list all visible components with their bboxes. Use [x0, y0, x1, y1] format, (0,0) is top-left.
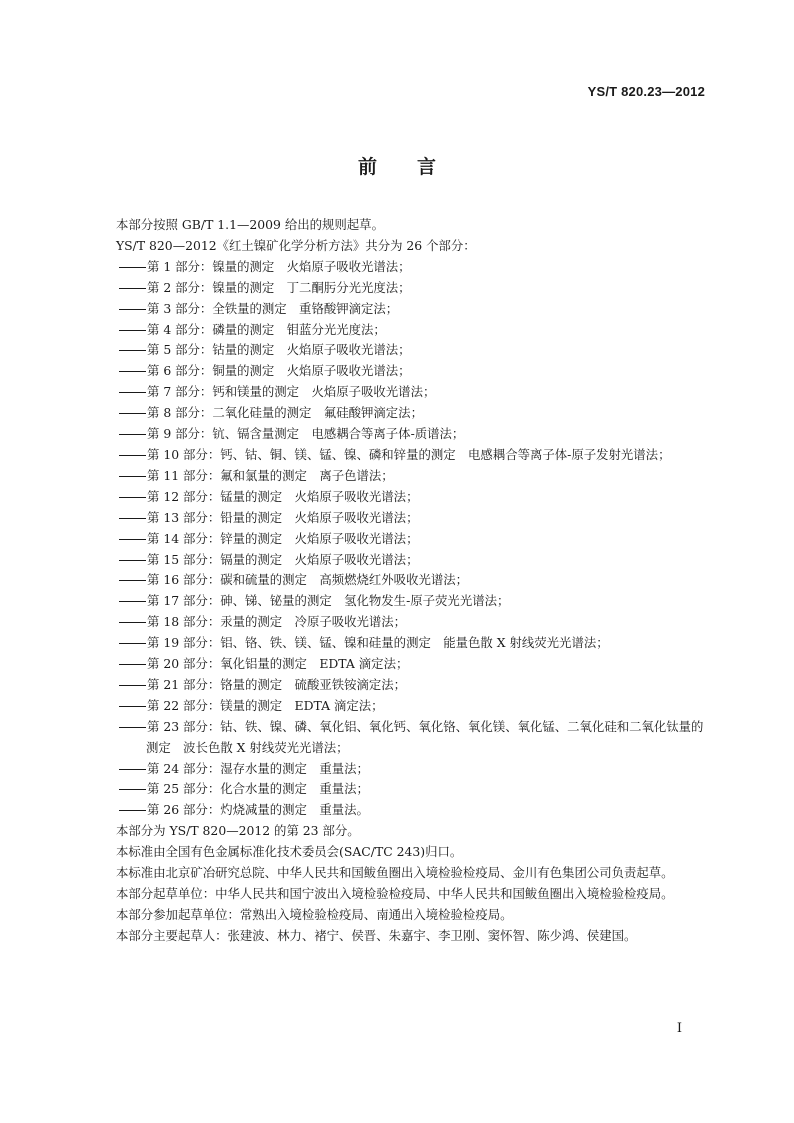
em-dash-mark: [119, 330, 146, 331]
part-list-item: 第 26 部分：灼烧减量的测定 重量法。: [90, 800, 706, 821]
standard-code: YS/T 820.23—2012: [587, 84, 705, 99]
part-list-item: 第 20 部分：氧化铝量的测定 EDTA 滴定法；: [90, 654, 706, 675]
part-list-item: 第 17 部分：砷、锑、铋量的测定 氢化物发生-原子荧光光谱法；: [90, 591, 706, 612]
drafting-organizations-standard: 本标准由北京矿冶研究总院、中华人民共和国鲅鱼圈出入境检验检疫局、金川有色集团公司负责起草。: [116, 865, 674, 881]
em-dash-mark: [119, 727, 146, 728]
em-dash-mark: [119, 371, 146, 372]
em-dash-mark: [119, 350, 146, 351]
em-dash-mark: [119, 664, 146, 665]
part-list-item: 第 3 部分：全铁量的测定 重铬酸钾滴定法；: [90, 299, 706, 320]
drafting-units: 本部分起草单位：中华人民共和国宁波出入境检验检疫局、中华人民共和国鲅鱼圈出入境检验检疫局。: [116, 886, 674, 901]
em-dash-mark: [119, 539, 146, 540]
intro-paragraph-1: 本部分按照 GB/T 1.1—2009 给出的规则起草。: [116, 217, 384, 232]
part-list-item: 第 4 部分：磷量的测定 钼蓝分光光度法；: [90, 320, 706, 341]
em-dash-mark: [119, 288, 146, 289]
em-dash-mark: [119, 434, 146, 435]
part-list-item: 第 25 部分：化合水量的测定 重量法；: [90, 779, 706, 800]
em-dash-mark: [119, 601, 146, 602]
em-dash-mark: [119, 560, 146, 561]
em-dash-mark: [119, 309, 146, 310]
page-number: I: [676, 1021, 682, 1036]
part-list-item: 第 13 部分：铅量的测定 火焰原子吸收光谱法；: [90, 508, 706, 529]
em-dash-mark: [119, 455, 146, 456]
part-list-item: 第 9 部分：钪、镉含量测定 电感耦合等离子体-质谱法；: [90, 424, 706, 445]
part-list-item: 第 6 部分：铜量的测定 火焰原子吸收光谱法；: [90, 361, 706, 382]
em-dash-mark: [119, 580, 146, 581]
part-list-item: 第 19 部分：铝、铬、铁、镁、锰、镍和硅量的测定 能量色散 X 射线荧光光谱法；: [90, 633, 706, 654]
part-list-item: 第 14 部分：锌量的测定 火焰原子吸收光谱法；: [90, 529, 706, 550]
part-list-item: 第 7 部分：钙和镁量的测定 火焰原子吸收光谱法；: [90, 382, 706, 403]
em-dash-mark: [119, 789, 146, 790]
em-dash-mark: [119, 622, 146, 623]
em-dash-mark: [119, 685, 146, 686]
part-list-item: 第 18 部分：汞量的测定 冷原子吸收光谱法；: [90, 612, 706, 633]
part-list-item: 第 5 部分：钴量的测定 火焰原子吸收光谱法；: [90, 340, 706, 361]
em-dash-mark: [119, 518, 146, 519]
part-list-item: 第 12 部分：锰量的测定 火焰原子吸收光谱法；: [90, 487, 706, 508]
part-list-item: 第 22 部分：镁量的测定 EDTA 滴定法；: [90, 696, 706, 717]
em-dash-mark: [119, 643, 146, 644]
part-list-item: 第 10 部分：钙、钴、铜、镁、锰、镍、磷和锌量的测定 电感耦合等离子体-原子发射光谱法；: [90, 445, 706, 466]
em-dash-mark: [119, 476, 146, 477]
part-list-item: 第 8 部分：二氧化硅量的测定 氟硅酸钾滴定法；: [90, 403, 706, 424]
part-list-item: 第 1 部分：镍量的测定 火焰原子吸收光谱法；: [90, 257, 706, 278]
part-list-item: 第 15 部分：镉量的测定 火焰原子吸收光谱法；: [90, 550, 706, 571]
part-list-item: 第 24 部分：湿存水量的测定 重量法；: [90, 759, 706, 780]
part-list-item: 第 11 部分：氟和氯量的测定 离子色谱法；: [90, 466, 706, 487]
part-list-item: 第 21 部分：铬量的测定 硫酸亚铁铵滴定法；: [90, 675, 706, 696]
em-dash-mark: [119, 497, 146, 498]
main-drafters: 本部分主要起草人：张建波、林力、褚宁、侯晋、朱嘉宇、李卫刚、窦怀智、陈少鸿、侯建国。: [116, 927, 637, 943]
em-dash-mark: [119, 810, 146, 811]
part-statement: 本部分为 YS/T 820—2012 的第 23 部分。: [116, 823, 360, 839]
em-dash-mark: [119, 769, 146, 770]
page-title: 前言: [357, 156, 476, 178]
part-list-item: 第 16 部分：碳和硫量的测定 高频燃烧红外吸收光谱法；: [90, 570, 706, 591]
em-dash-mark: [119, 413, 146, 414]
document-body: [90, 215, 706, 947]
em-dash-mark: [119, 392, 146, 393]
intro-paragraph-2: YS/T 820—2012《红土镍矿化学分析方法》共分为 26 个部分：: [116, 237, 476, 253]
em-dash-mark: [119, 267, 146, 268]
participating-units: 本部分参加起草单位：常熟出入境检验检疫局、南通出入境检验检疫局。: [116, 906, 513, 922]
em-dash-mark: [119, 706, 146, 707]
part-list-item: 第 23 部分：钴、铁、镍、磷、氧化铝、氧化钙、氧化铬、氧化镁、氧化锰、二氧化硅和二氧化钛量的测定 波长色散 X 射线荧光光谱法；: [90, 717, 706, 759]
committee-statement: 本标准由全国有色金属标准化技术委员会(SAC/TC 243)归口。: [116, 844, 463, 860]
part-list-item: 第 2 部分：镍量的测定 丁二酮肟分光光度法；: [90, 278, 706, 299]
